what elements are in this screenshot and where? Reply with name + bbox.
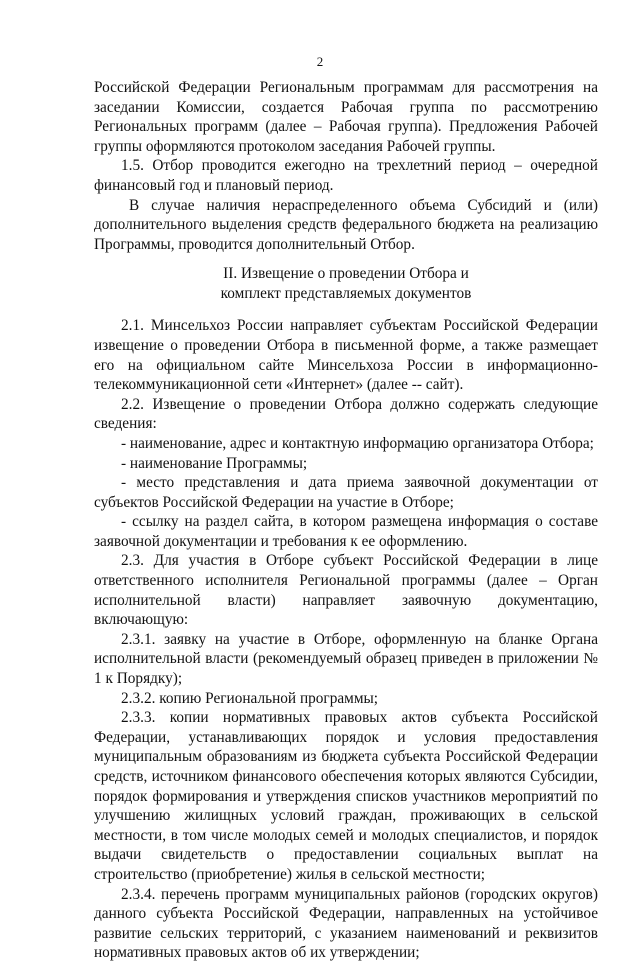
paragraph-2-3-4: 2.3.4. перечень программ муниципальных районов (городских округов) данного субъекта Российской Федерации, направленных на устойчивое развитие сельских территорий, с указанием наименований и реквизитов нормативных правовых актов об их утверждении; bbox=[94, 885, 598, 962]
paragraph-2-3-2: 2.3.2. копию Региональной программы; bbox=[121, 689, 379, 707]
section-heading-line-1: II. Извещение о проведении Отбора и bbox=[223, 265, 469, 283]
paragraph-2-3: 2.3. Для участия в Отборе субъект Российской Федерации в лице ответственного исполнителя Региональной программы (далее – Орган исполнительной власти) направляет заявочную документацию, включающую: bbox=[94, 552, 598, 629]
paragraph-2-1: 2.1. Минсельхоз России направляет субъектам Российской Федерации извещение о проведении Отбора в письменной форме, а также размещает его на официальном сайте Минсельхоза России в информационно-телекоммуникационной сети «Интернет» (далее -- сайт). bbox=[94, 317, 598, 394]
section-heading bbox=[94, 264, 598, 304]
list-item-program-name: - наименование Программы; bbox=[121, 454, 308, 472]
paragraph-additional-selection: В случае наличия нераспределенного объема Субсидий и (или) дополнительного выделения средств федерального бюджета на реализацию Программы, проводится дополнительный Отбор. bbox=[94, 196, 598, 253]
paragraph-intro: Российской Федерации Региональным программам для рассмотрения на заседании Комиссии, создается Рабочая группа по рассмотрению Региональных программ (далее – Рабочая группа). Предложения Рабочей группы оформляются протоколом заседания Рабочей группы. bbox=[94, 79, 598, 155]
page-number: 2 bbox=[316, 54, 324, 69]
list-item-place-date: - место представления и дата приема заявочной документации от субъектов Российской Федерации на участие в Отборе; bbox=[94, 474, 598, 511]
section-heading-line-2: комплект представляемых документов bbox=[220, 285, 472, 303]
paragraph-2-3-1: 2.3.1. заявку на участие в Отборе, оформленную на бланке Органа исполнительной власти (рекомендуемый образец приведен в приложении № 1 к Порядку); bbox=[94, 630, 598, 688]
list-item-site-link: - ссылку на раздел сайта, в котором размещена информация о составе заявочной документации и требования к ее оформлению. bbox=[94, 513, 598, 550]
paragraph-2-3-3: 2.3.3. копии нормативных правовых актов субъекта Российской Федерации, устанавливающих порядок и условия предоставления муниципальным образованиям из бюджета субъекта Российской Федерации средств, источником финансового обеспечения которых являются Субсидии, порядок формирования и утверждения списков участников мероприятий по улучшению жилищных условий граждан, проживающих в сельской местности, в том числе молодых семей и молодых специалистов, и порядок выдачи свидетельств о предоставлении социальных выплат на строительство (приобретение) жилья в сельской местности; bbox=[94, 709, 598, 883]
list-item-organizer: - наименование, адрес и контактную информацию организатора Отбора; bbox=[121, 434, 594, 452]
paragraph-2-2: 2.2. Извещение о проведении Отбора должно содержать следующие сведения: bbox=[94, 395, 598, 433]
paragraph-1-5: 1.5. Отбор проводится ежегодно на трехлетний период – очередной финансовый год и плановый период. bbox=[94, 157, 598, 194]
document-body bbox=[94, 78, 598, 963]
